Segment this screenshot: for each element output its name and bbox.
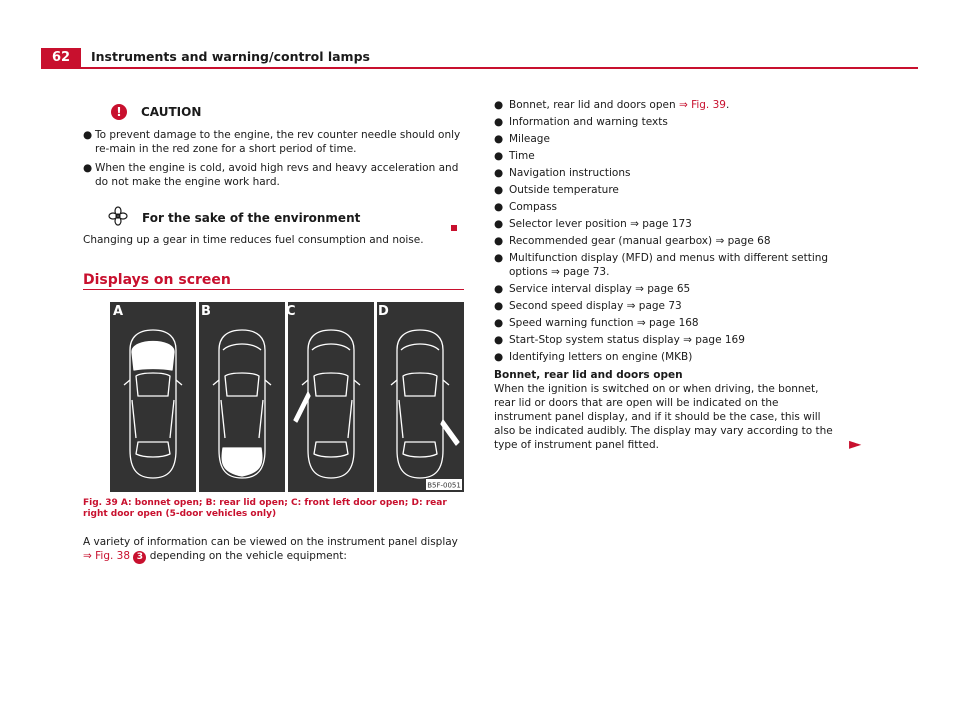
car-diagrams xyxy=(110,302,464,492)
bullet: ● xyxy=(494,334,504,346)
list-item-text: Service interval display ⇒ page 65 xyxy=(509,283,691,295)
header-title: Instruments and warning/control lamps xyxy=(91,49,370,64)
caution-heading xyxy=(83,104,465,120)
list-item-text: Recommended gear (manual gearbox) ⇒ page 68 xyxy=(509,235,771,247)
flower-icon xyxy=(108,206,128,229)
caution-icon: ! xyxy=(111,104,127,120)
bullet: ● xyxy=(494,252,504,264)
header-rule xyxy=(41,67,918,69)
bullet: ● xyxy=(83,129,93,141)
panel-label-d: D xyxy=(378,304,389,319)
bullet: ● xyxy=(494,184,504,196)
panel-label-c: C xyxy=(286,304,296,319)
caution-title: CAUTION xyxy=(141,105,202,119)
bullet: ● xyxy=(83,162,93,174)
list-item-text: Mileage xyxy=(509,133,550,145)
list-item xyxy=(494,149,834,163)
list-item-text: Information and warning texts xyxy=(509,116,668,128)
list-item-text: Speed warning function ⇒ page 168 xyxy=(509,317,699,329)
bullet: ● xyxy=(494,300,504,312)
list-item-text: Compass xyxy=(509,201,558,213)
section-rule xyxy=(83,289,464,290)
bullet: ● xyxy=(494,201,504,213)
list-item-suffix: . xyxy=(725,99,730,111)
bullet: ● xyxy=(494,99,504,111)
list-item xyxy=(494,333,834,347)
bullet: ● xyxy=(494,116,504,128)
list-item xyxy=(494,234,834,248)
environment-heading xyxy=(83,206,465,229)
list-item xyxy=(494,132,834,146)
list-item xyxy=(494,183,834,197)
list-item xyxy=(494,350,834,364)
figure-reference-link[interactable]: ⇒ Fig. 38 xyxy=(83,550,131,562)
caution-item-text: When the engine is cold, avoid high revs and heavy acceleration and do not make the engine work hard. xyxy=(95,162,459,188)
body-text: A variety of information can be viewed on the instrument panel display xyxy=(83,536,458,548)
body-text: depending on the vehicle equipment: xyxy=(149,550,347,562)
environment-title: For the sake of the environment xyxy=(142,210,361,225)
end-marker xyxy=(451,225,457,231)
list-item-text: Outside temperature xyxy=(509,184,619,196)
list-item-text: Identifying letters on engine (MKB) xyxy=(509,351,693,363)
subsection-text: When the ignition is switched on or when driving, the bonnet, rear lid or doors that are open will be indicated on the instrument panel display, and if it should be the case, this will also be indicated audibly. The display may vary according to the type of instrument panel fitted. xyxy=(494,383,833,451)
bullet: ● xyxy=(494,317,504,329)
bullet: ● xyxy=(494,133,504,145)
subsection-title: Bonnet, rear lid and doors open xyxy=(494,369,683,381)
list-item-text: Second speed display ⇒ page 73 xyxy=(509,300,682,312)
bullet: ● xyxy=(494,235,504,247)
caution-item-text: To prevent damage to the engine, the rev counter needle should only re-main in the red zone for a short period of time. xyxy=(95,129,461,155)
panel-label-b: B xyxy=(201,304,211,319)
list-item-text: Bonnet, rear lid and doors open xyxy=(509,99,679,111)
list-item-text: Time xyxy=(509,150,535,162)
bullet: ● xyxy=(494,283,504,295)
list-item xyxy=(494,98,834,112)
continue-arrow-icon: ► xyxy=(849,434,862,453)
list-item-text: Multifunction display (MFD) and menus with different setting options ⇒ page 73. xyxy=(509,252,829,278)
list-item xyxy=(494,200,834,214)
list-item xyxy=(494,282,834,296)
figure-caption: Fig. 39 A: bonnet open; B: rear lid open; C: front left door open; D: rear right door open (5-door vehicles only) xyxy=(83,498,447,519)
bullet: ● xyxy=(494,218,504,230)
list-item xyxy=(494,166,834,180)
list-item-text: Selector lever position ⇒ page 173 xyxy=(509,218,692,230)
caution-item xyxy=(83,128,465,156)
display-list xyxy=(494,98,834,364)
figure-reference-link[interactable]: ⇒ Fig. 39 xyxy=(678,99,726,111)
section-title: Displays on screen xyxy=(83,272,231,288)
figure-39 xyxy=(110,302,464,492)
panel-label-a: A xyxy=(113,304,124,319)
list-item xyxy=(494,316,834,330)
bullet: ● xyxy=(494,351,504,363)
list-item xyxy=(494,217,834,231)
bullet: ● xyxy=(494,150,504,162)
page-number: 62 xyxy=(41,48,81,68)
list-item-text: Navigation instructions xyxy=(509,167,631,179)
callout-number: 3 xyxy=(133,551,146,564)
list-item-text: Start-Stop system status display ⇒ page 169 xyxy=(509,334,745,346)
list-item xyxy=(494,115,834,129)
environment-text: Changing up a gear in time reduces fuel consumption and noise. xyxy=(83,234,424,246)
left-column xyxy=(83,104,465,247)
caution-item xyxy=(83,161,465,189)
list-item xyxy=(494,299,834,313)
body-paragraph xyxy=(83,535,465,564)
figure-code: B5F-0051 xyxy=(427,481,461,490)
list-item xyxy=(494,251,834,279)
bullet: ● xyxy=(494,167,504,179)
right-column xyxy=(494,98,834,452)
